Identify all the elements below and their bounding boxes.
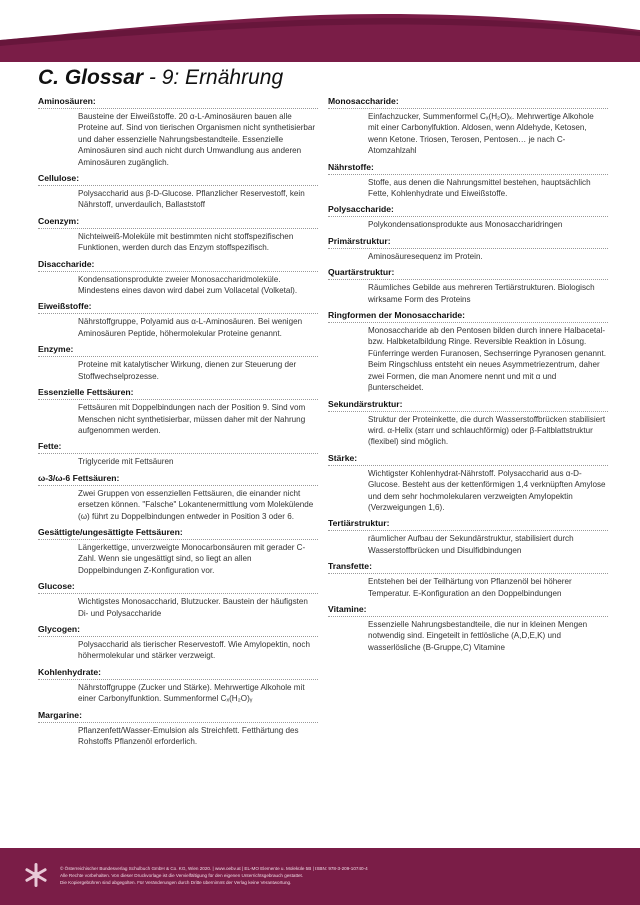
glossary-right-column — [328, 96, 608, 658]
glossary-definition: Polysaccharid aus β-D-Glucose. Pflanzlicher Reservestoff, kein Nährstoff, unverdaulich, Ballaststoff — [78, 189, 305, 210]
header-band — [0, 0, 640, 62]
glossary-term: Eiweißstoffe: — [38, 301, 318, 314]
glossary-definition: Pflanzenfett/Wasser-Emulsion als Streichfett. Fetthärtung des Rohstoffs Pflanzenöl erforderlich. — [78, 725, 299, 746]
glossary-term: Sekundärstruktur: — [328, 399, 608, 412]
glossary-term: Margarine: — [38, 710, 318, 723]
glossary-entry — [38, 216, 318, 254]
glossary-entry — [328, 162, 608, 200]
glossary-entry — [38, 710, 318, 748]
glossary-entry — [38, 96, 318, 168]
header-wave-decoration — [0, 0, 640, 62]
glossary-term: Glycogen: — [38, 624, 318, 637]
glossary-term: Glucose: — [38, 581, 318, 594]
glossary-entry — [38, 301, 318, 339]
glossary-entry — [38, 667, 318, 705]
footer-band — [0, 848, 640, 905]
glossary-entry — [38, 387, 318, 436]
glossary-entry — [38, 173, 318, 211]
glossary-term: Disaccharide: — [38, 259, 318, 272]
footer-line: Die Kopiergebühren sind abgegolten. Für Veränderungen durch Dritte übernimmt der Verlag keine Verantwortung. — [60, 880, 292, 885]
glossary-term: Gesättigte/ungesättigte Fettsäuren: — [38, 527, 318, 540]
glossary-term: Vitamine: — [328, 604, 608, 617]
glossary-definition: Nährstoffgruppe (Zucker und Stärke). Mehrwertige Alkohole mit einer Carbonylfunktion. Summenformel Cₓ(H₂O)ᵧ — [78, 682, 305, 704]
glossary-entry — [38, 581, 318, 619]
glossary-definition: Kondensationsprodukte zweier Monosaccharidmoleküle. Mindestens eines davon wird dabei zum Vollacetal (Volketal). — [78, 274, 298, 296]
glossary-term: Aminosäuren: — [38, 96, 318, 109]
glossary-definition: Zwei Gruppen von essenziellen Fettsäuren, die einander nicht ersetzen können. "Falsche" Lokantenermittlung vom Molekülende (ω) führt zu Doppelbindungen entweder in Position 3 oder 6. — [78, 488, 314, 521]
glossary-term: Enzyme: — [38, 344, 318, 357]
glossary-term: Transfette: — [328, 561, 608, 574]
glossary-entry — [38, 344, 318, 382]
glossary-definition: Polykondensationsprodukte aus Monosaccharidringen — [368, 220, 563, 230]
glossary-entry — [328, 561, 608, 599]
glossary-definition: Wichtigstes Monosaccharid, Blutzucker. Baustein der häufigsten Di- und Polysaccharide — [78, 597, 308, 618]
glossary-entry — [328, 604, 608, 653]
title-rest: - 9: Ernährung — [143, 66, 284, 89]
glossary-definition: Nährstoffgruppe, Polyamid aus α-L-Aminosäuren. Bei wenigen Aminosäuren Peptide, höhermolekular Proteine genannt. — [78, 317, 303, 338]
footer-copyright — [60, 865, 620, 886]
glossary-definition: Bausteine der Eiweißstoffe. 20 α-L-Aminosäuren bauen alle Proteine auf. Sind von tierischen Organismen nicht synthetisierbar und daher essenzielle Nahrungsbestandteile. Essenzielle Aminosäuren sind auch nicht durch Umwandlung aus anderen Aminosäuren zugänglich. — [78, 112, 316, 167]
footer-line: © Österreichischer Bundesverlag Schulbuch GmbH & Co. KG, Wien 2020. | www.oebv.at | EL-MO Elemente u. Moleküle 5B | ISBN: 978-3-209-10740-4 — [60, 866, 368, 871]
glossary-definition: Aminosäuresequenz im Protein. — [368, 251, 483, 261]
glossary-left-column — [38, 96, 318, 752]
glossary-entry — [328, 236, 608, 262]
glossary-entry — [328, 267, 608, 305]
glossary-definition: Räumliches Gebilde aus mehreren Tertiärstrukturen. Biologisch wirksame Form des Proteins — [368, 283, 595, 304]
glossary-entry — [38, 624, 318, 662]
glossary-term: Stärke: — [328, 453, 608, 466]
glossary-term: Kohlenhydrate: — [38, 667, 318, 680]
glossary-definition: Entstehen bei der Teilhärtung von Pflanzenöl bei höherer Temperatur. E-Konfiguration an den Doppelbindungen — [368, 577, 572, 598]
glossary-entry — [328, 453, 608, 514]
glossary-term: Cellulose: — [38, 173, 318, 186]
glossary-entry — [328, 399, 608, 448]
glossary-definition: Monosaccharide ab den Pentosen bilden durch innere Halbacetal- bzw. Halbketalbildung Ringe. Reversible Reaktion in Lösung. Fünferringe werden Furanosen, Sechserringe Pyranosen genannt. Beim Ringschluss entsteht ein neues Asymmetriezentrum, daher zwei Formen, die man Anomere nennt und mit α und βunterscheidet. — [368, 326, 607, 393]
glossary-definition: Einfachzucker, Summenformel Cₓ(H₂O)ₓ. Mehrwertige Alkohole mit einer Carbonylfuktion. Aldosen, wenn Aldehyde, Ketosen, wenn Ketone. Triosen, Terosen, Pentosen… je nach C-Atomzahlzahl — [368, 112, 594, 156]
glossary-entry — [328, 204, 608, 230]
publisher-logo-icon — [24, 862, 48, 888]
glossary-term: Fette: — [38, 441, 318, 454]
glossary-term: Coenzym: — [38, 216, 318, 229]
glossary-definition: Essenzielle Nahrungsbestandteile, die nur in kleinen Mengen notwendig sind. Eingeteilt in fettlösliche (A,D,E,K) und wasserlösliche (B-Gruppe,C) Vitamine — [368, 619, 588, 652]
glossary-entry — [328, 310, 608, 393]
glossary-definition: Triglyceride mit Fettsäuren — [78, 457, 174, 467]
title-bold: C. Glossar — [38, 66, 144, 89]
glossary-term: Ringformen der Monosaccharide: — [328, 310, 608, 323]
glossary-term: Monosaccharide: — [328, 96, 608, 109]
glossary-term: Quartärstruktur: — [328, 267, 608, 280]
glossary-definition: Wichtigster Kohlenhydrat-Nährstoff. Polysaccharid aus α-D-Glucose. Besteht aus der kettenförmigen 1,4 verknüpften Amylose und dem sehr hochmolekularen verzweigten Amylopektin (Verzweigungen 1,6). — [368, 468, 606, 512]
glossary-term: Tertiärstruktur: — [328, 518, 608, 531]
glossary-definition: Längerkettige, unverzweigte Monocarbonsäuren mit gerader C-Zahl. Wenn sie ungesättigt sind, so liegt an allen Doppelbindungen Z-Konfiguration vor. — [78, 542, 306, 575]
glossary-entry — [328, 518, 608, 556]
glossary-term: Primärstruktur: — [328, 236, 608, 249]
glossary-term: ω-3/ω-6 Fettsäuren: — [38, 473, 318, 486]
glossary-definition: räumlicher Aufbau der Sekundärstruktur, stabilisiert durch Wasserstoffbrücken und Disulfidbindungen — [368, 534, 574, 555]
glossary-definition: Fettsäuren mit Doppelbindungen nach der Position 9. Sind vom Menschen nicht synthetisierbar, müssen daher mit der Nahrung aufgenommen werden. — [78, 403, 306, 435]
footer-line: Alle Rechte vorbehalten. Von dieser Druckvorlage ist die Vervielfältigung für den eigenen Unterrichtsgebrauch gestattet. — [60, 873, 304, 878]
glossary-term: Nährstoffe: — [328, 162, 608, 175]
glossary-term: Essenzielle Fettsäuren: — [38, 387, 318, 400]
glossary-entry — [38, 259, 318, 297]
glossary-entry — [38, 473, 318, 522]
glossary-definition: Nichteiweiß-Moleküle mit bestimmten nicht stoffspezifischen Funktionen, werden durch das Enzym stoffspezifisch. — [78, 231, 294, 253]
glossary-entry — [328, 96, 608, 157]
glossary-definition: Struktur der Proteinkette, die durch Wasserstoffbrücken stabilisiert wird. α-Helix (starr und schlauchförmig) oder β-Faltblattstruktur (flexibel) sind möglich. — [368, 414, 606, 447]
glossary-definition: Polysaccharid als tierischer Reservestoff. Wie Amylopektin, noch höhermolekular und stärker verzweigt. — [78, 639, 310, 661]
glossary-entry — [38, 527, 318, 576]
glossary-definition: Stoffe, aus denen die Nahrungsmittel bestehen, hauptsächlich Fette, Kohlenhydrate und Eiweißstoffe. — [368, 177, 591, 199]
page-title — [38, 66, 283, 90]
glossary-entry — [38, 441, 318, 467]
glossary-term: Polysaccharide: — [328, 204, 608, 217]
glossary-definition: Proteine mit katalytischer Wirkung, dienen zur Steuerung der Stoffwechselprozesse. — [78, 360, 297, 381]
